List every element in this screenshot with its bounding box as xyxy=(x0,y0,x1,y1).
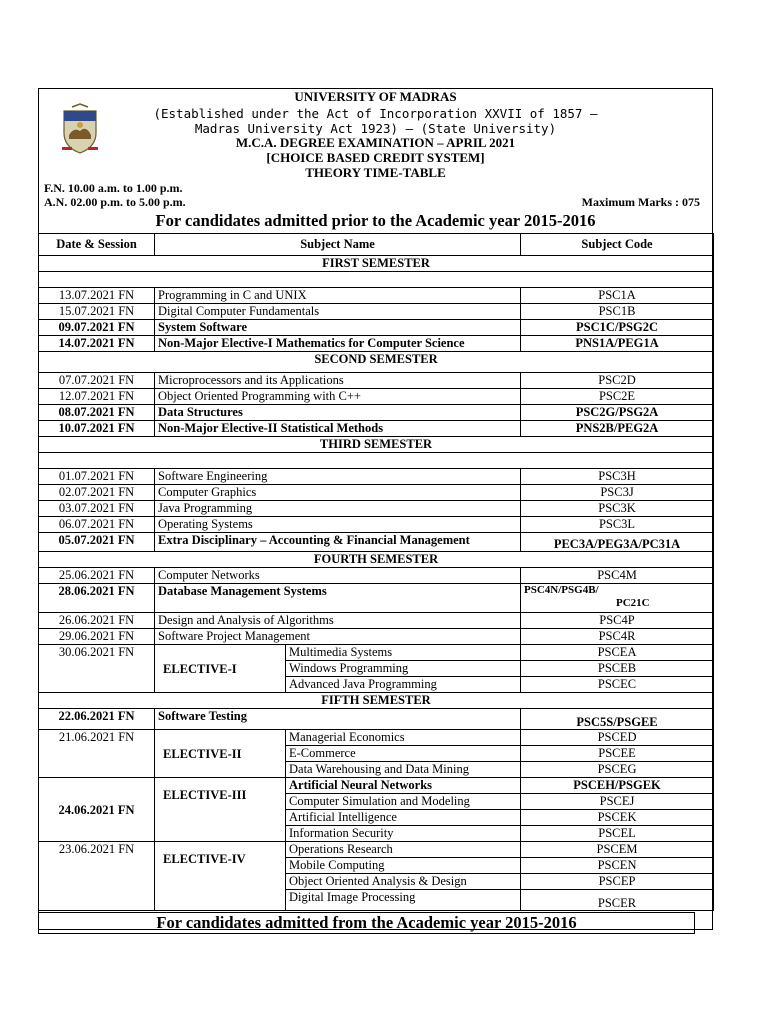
subject-code: PSC2E xyxy=(521,389,714,405)
subject-code: PSC1A xyxy=(521,288,714,304)
subject-name: Information Security xyxy=(286,826,521,842)
table-row xyxy=(39,778,714,794)
table-row xyxy=(39,613,714,629)
exam-date: 28.06.2021 FN xyxy=(39,584,155,613)
table-row xyxy=(39,421,714,437)
subject-code: PSC1B xyxy=(521,304,714,320)
subject-name: Computer Simulation and Modeling xyxy=(286,794,521,810)
exam-date: 13.07.2021 FN xyxy=(39,288,155,304)
subject-code: PSCEJ xyxy=(521,794,714,810)
table-row xyxy=(39,584,714,613)
subject-code: PSC3H xyxy=(521,469,714,485)
subject-code: PSC1C/PSG2C xyxy=(521,320,714,336)
table-row xyxy=(39,517,714,533)
subject-name: Windows Programming xyxy=(286,661,521,677)
from-candidates-title: For candidates admitted from the Academic year 2015-2016 xyxy=(38,912,695,934)
column-header-subject: Subject Name xyxy=(155,234,521,256)
subject-code: PEC3A/PEG3A/PC31A xyxy=(521,533,714,552)
subject-name: Multimedia Systems xyxy=(286,645,521,661)
fifth-semester-label: FIFTH SEMESTER xyxy=(39,693,714,709)
table-header-row xyxy=(39,234,714,256)
subject-code: PSCEL xyxy=(521,826,714,842)
exam-date: 24.06.2021 FN xyxy=(39,778,155,842)
exam-date: 07.07.2021 FN xyxy=(39,373,155,389)
subject-name: Managerial Economics xyxy=(286,730,521,746)
elective-group: ELECTIVE-II xyxy=(155,730,286,778)
semester-heading xyxy=(39,352,714,373)
exam-date: 05.07.2021 FN xyxy=(39,533,155,552)
established-line-1: (Established under the Act of Incorporation XXVII of 1857 – xyxy=(153,106,598,121)
fn-time: F.N. 10.00 a.m. to 1.00 p.m. xyxy=(44,181,183,195)
elective-group: ELECTIVE-IV xyxy=(155,842,286,911)
table-row xyxy=(39,336,714,352)
subject-name: Advanced Java Programming xyxy=(286,677,521,693)
subject-code: PSC2G/PSG2A xyxy=(521,405,714,421)
exam-date: 10.07.2021 FN xyxy=(39,421,155,437)
exam-date: 09.07.2021 FN xyxy=(39,320,155,336)
subject-code: PSCEG xyxy=(521,762,714,778)
subject-name: E-Commerce xyxy=(286,746,521,762)
subject-code: PSCEA xyxy=(521,645,714,661)
subject-name: Computer Networks xyxy=(155,568,521,584)
subject-code: PSC3L xyxy=(521,517,714,533)
maximum-marks: Maximum Marks : 075 xyxy=(581,195,700,209)
exam-date: 14.07.2021 FN xyxy=(39,336,155,352)
subject-name: Extra Disciplinary – Accounting & Financial Management xyxy=(155,533,521,552)
subject-code: PSC5S/PSGEE xyxy=(521,709,714,730)
subject-name: Mobile Computing xyxy=(286,858,521,874)
subject-name: Software Project Management xyxy=(155,629,521,645)
table-row xyxy=(39,320,714,336)
table-row xyxy=(39,304,714,320)
subject-code: PSCEK xyxy=(521,810,714,826)
exam-date: 01.07.2021 FN xyxy=(39,469,155,485)
table-row xyxy=(39,469,714,485)
table-row xyxy=(39,288,714,304)
exam-date: 03.07.2021 FN xyxy=(39,501,155,517)
subject-code: PSC4M xyxy=(521,568,714,584)
third-semester-label: THIRD SEMESTER xyxy=(39,437,714,453)
subject-name: Operating Systems xyxy=(155,517,521,533)
subject-name: System Software xyxy=(155,320,521,336)
subject-name: Microprocessors and its Applications xyxy=(155,373,521,389)
exam-date: 25.06.2021 FN xyxy=(39,568,155,584)
subject-name: Software Engineering xyxy=(155,469,521,485)
table-row xyxy=(39,405,714,421)
subject-code: PSCEN xyxy=(521,858,714,874)
university-name: UNIVERSITY OF MADRAS xyxy=(294,89,457,104)
exam-date: 30.06.2021 FN xyxy=(39,645,155,693)
exam-date: 21.06.2021 FN xyxy=(39,730,155,778)
subject-name: Design and Analysis of Algorithms xyxy=(155,613,521,629)
subject-code: PNS1A/PEG1A xyxy=(521,336,714,352)
subject-code: PSC3J xyxy=(521,485,714,501)
subject-name: Data Warehousing and Data Mining xyxy=(286,762,521,778)
subject-name: Data Structures xyxy=(155,405,521,421)
timetable-table xyxy=(38,233,714,911)
first-semester-label: FIRST SEMESTER xyxy=(39,256,714,272)
semester-heading xyxy=(39,437,714,453)
table-row xyxy=(39,373,714,389)
prior-candidates-title: For candidates admitted prior to the Academic year 2015-2016 xyxy=(155,211,596,230)
subject-code: PSC2D xyxy=(521,373,714,389)
fourth-semester-label: FOURTH SEMESTER xyxy=(39,552,714,568)
exam-date: 15.07.2021 FN xyxy=(39,304,155,320)
semester-heading xyxy=(39,552,714,568)
subject-code: PSCEE xyxy=(521,746,714,762)
subject-code-multiline xyxy=(521,584,714,613)
subject-code: PSCEP xyxy=(521,874,714,890)
subject-name: Non-Major Elective-I Mathematics for Computer Science xyxy=(155,336,521,352)
subject-name: Operations Research xyxy=(286,842,521,858)
exam-date: 29.06.2021 FN xyxy=(39,629,155,645)
table-row xyxy=(39,501,714,517)
subject-name: Artificial Neural Networks xyxy=(286,778,521,794)
exam-date: 22.06.2021 FN xyxy=(39,709,155,730)
elective-group: ELECTIVE-I xyxy=(155,645,286,693)
table-row xyxy=(39,533,714,552)
exam-date: 06.07.2021 FN xyxy=(39,517,155,533)
subject-name: Artificial Intelligence xyxy=(286,810,521,826)
semester-heading xyxy=(39,256,714,272)
timetable-title: THEORY TIME-TABLE xyxy=(305,165,446,180)
table-row xyxy=(39,842,714,858)
subject-code-line-2: PC21C xyxy=(616,597,650,609)
table-row xyxy=(39,485,714,501)
table-row xyxy=(39,709,714,730)
subject-code: PSCEB xyxy=(521,661,714,677)
subject-name: Computer Graphics xyxy=(155,485,521,501)
subject-code: PSCEM xyxy=(521,842,714,858)
subject-name: Object Oriented Programming with C++ xyxy=(155,389,521,405)
semester-heading xyxy=(39,693,714,709)
column-header-date: Date & Session xyxy=(39,234,155,256)
exam-date: 23.06.2021 FN xyxy=(39,842,155,911)
credit-system: [CHOICE BASED CREDIT SYSTEM] xyxy=(266,150,485,165)
subject-code: PNS2B/PEG2A xyxy=(521,421,714,437)
elective-group: ELECTIVE-III xyxy=(155,778,286,842)
subject-code: PSCEH/PSGEK xyxy=(521,778,714,794)
subject-name: Java Programming xyxy=(155,501,521,517)
subject-name: Database Management Systems xyxy=(155,584,521,613)
subject-name: Digital Image Processing xyxy=(286,890,521,911)
subject-name: Software Testing xyxy=(155,709,521,730)
subject-code-line-1: PSC4N/PSG4B/ xyxy=(524,584,599,596)
subject-name: Programming in C and UNIX xyxy=(155,288,521,304)
subject-code: PSCED xyxy=(521,730,714,746)
subject-code: PSC4R xyxy=(521,629,714,645)
exam-date: 26.06.2021 FN xyxy=(39,613,155,629)
subject-name: Non-Major Elective-II Statistical Methods xyxy=(155,421,521,437)
exam-title: M.C.A. DEGREE EXAMINATION – APRIL 2021 xyxy=(235,135,516,150)
table-row xyxy=(39,730,714,746)
column-header-code: Subject Code xyxy=(521,234,714,256)
subject-name: Digital Computer Fundamentals xyxy=(155,304,521,320)
table-row xyxy=(39,629,714,645)
an-time: A.N. 02.00 p.m. to 5.00 p.m. xyxy=(44,195,186,209)
table-row xyxy=(39,568,714,584)
subject-code: PSCEC xyxy=(521,677,714,693)
exam-date: 08.07.2021 FN xyxy=(39,405,155,421)
exam-date: 12.07.2021 FN xyxy=(39,389,155,405)
subject-name: Object Oriented Analysis & Design xyxy=(286,874,521,890)
subject-code: PSCER xyxy=(521,890,714,911)
subject-code: PSC3K xyxy=(521,501,714,517)
established-line-2: Madras University Act 1923) – (State University) xyxy=(194,121,557,136)
second-semester-label: SECOND SEMESTER xyxy=(39,352,714,373)
table-row xyxy=(39,645,714,661)
table-row xyxy=(39,389,714,405)
subject-code: PSC4P xyxy=(521,613,714,629)
exam-date: 02.07.2021 FN xyxy=(39,485,155,501)
